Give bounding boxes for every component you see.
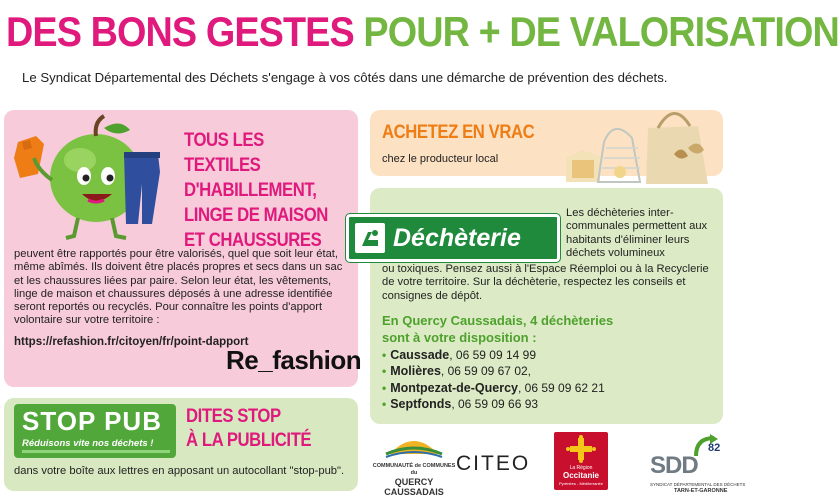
textiles-heading-line: D'HABILLEMENT, [184, 180, 317, 201]
quercy-caussadais-emblem-icon [384, 432, 444, 458]
bullet-icon: • [382, 380, 387, 395]
stop-pub-sticker [14, 404, 176, 458]
refashion-link[interactable]: https://refashion.fr/citoyen/fr/point-dapport [14, 336, 249, 348]
vrac-subtitle: chez le producteur local [382, 153, 499, 165]
decheterie-list-heading [382, 312, 613, 346]
occitanie-cross-icon [554, 432, 608, 464]
citeo-logo: CITEO [456, 452, 531, 475]
refashion-logo: Re_fashion [226, 345, 362, 375]
intro-text: Le Syndicat Départemental des Déchets s'engage à vos côtés dans une démarche de prévention des déchets. [22, 70, 668, 85]
site-phone: , 06 59 09 67 02, [440, 364, 531, 379]
title-part-1: DES BONS GESTES [6, 8, 354, 55]
stop-pub-logo-text: STOP PUB [22, 406, 162, 436]
decheterie-sign-label: Déchèterie [393, 223, 521, 252]
site-name: Caussade [390, 348, 450, 362]
occitanie-logo [554, 432, 608, 490]
stop-pub-slogan: Réduisons vite nos déchets ! [22, 438, 154, 449]
vrac-heading: ACHETEZ EN VRAC [382, 122, 535, 143]
occitanie-line-2: Occitanie [562, 471, 599, 480]
textiles-heading-line: LINGE DE MAISON [184, 205, 328, 226]
sdd82-caption: SYNDICAT DÉPARTEMENTAL DES DÉCHETS [650, 482, 746, 487]
page-title [6, 2, 839, 62]
decheterie-text-1: Les déchèteries inter-communales permettent aux habitants d'éliminer leurs déchets volumineux [566, 207, 708, 259]
apple-mascot-illustration [8, 114, 180, 242]
textiles-heading-line: TOUS LES TEXTILES [184, 130, 264, 176]
stop-pub-heading [186, 405, 311, 453]
list-item [382, 396, 605, 412]
site-name: Molières [390, 364, 441, 379]
stop-pub-body: dans votre boîte aux lettres en apposant un autocollant "stop-pub". [14, 465, 345, 477]
list-item [382, 380, 605, 396]
sdd82-number: 82 [708, 442, 721, 454]
textiles-body: peuvent être rapportés pour être valorisés, quel que soit leur état, même abîmés. Ils doivent être placés propres et secs dans un sac et les chaussures liées par paire. Selon leur état, les vêtements, linge de maison et chaussures déposés à une adresse identifiée seront reportés ou recyclés. Pour connaître les points d'apport volontaire sur votre territoire : [14, 248, 343, 327]
textiles-heading-line: ET CHAUSSURES [184, 230, 322, 251]
quercy-caussadais-name-2: CAUSSADAIS [384, 487, 444, 497]
recycle-dropoff-icon [355, 223, 385, 253]
bulk-bag-illustration [548, 98, 728, 190]
decheterie-text-2: ou toxiques. Pensez aussi à l'Espace Réemploi ou à la Recyclerie de votre territoire. Sur la déchèterie, respectez les conseils et consignes de dépôt. [382, 263, 709, 302]
occitanie-line-1: La Région [569, 465, 593, 471]
site-name: Septfonds [390, 396, 452, 411]
list-item [382, 363, 605, 379]
bullet-icon: • [382, 348, 387, 362]
decheterie-list [382, 347, 605, 412]
quercy-caussadais-logo [372, 432, 456, 497]
occitanie-line-3: Pyrénées - Méditerranée [558, 481, 604, 486]
stop-pub-heading-line: DITES STOP [186, 406, 281, 427]
stop-pub-stripe [22, 450, 170, 453]
sdd82-name: SDD [650, 452, 698, 479]
site-name: Montpezat-de-Quercy [390, 380, 518, 395]
site-phone: , 06 59 09 14 99 [449, 348, 537, 362]
decheterie-sign [346, 214, 560, 262]
textiles-heading [184, 128, 334, 253]
quercy-caussadais-name-1: QUERCY [394, 477, 434, 487]
decheterie-list-heading-line: sont à votre disposition : [382, 330, 537, 345]
stop-pub-heading-line: À LA PUBLICITÉ [186, 430, 312, 451]
bullet-icon: • [382, 364, 387, 379]
title-part-2: POUR + DE VALORISATION [363, 8, 839, 55]
quercy-caussadais-caption: COMMUNAUTÉ de COMMUNES du [372, 463, 456, 476]
sdd82-logo [640, 440, 746, 496]
site-phone: , 06 59 09 66 93 [451, 396, 539, 411]
bullet-icon: • [382, 396, 387, 411]
decheterie-list-heading-line: En Quercy Caussadais, 4 déchèteries [382, 313, 614, 328]
sdd82-place: TARN-ET-GARONNE [674, 488, 728, 494]
list-item [382, 347, 605, 363]
site-phone: , 06 59 09 62 21 [518, 380, 605, 395]
